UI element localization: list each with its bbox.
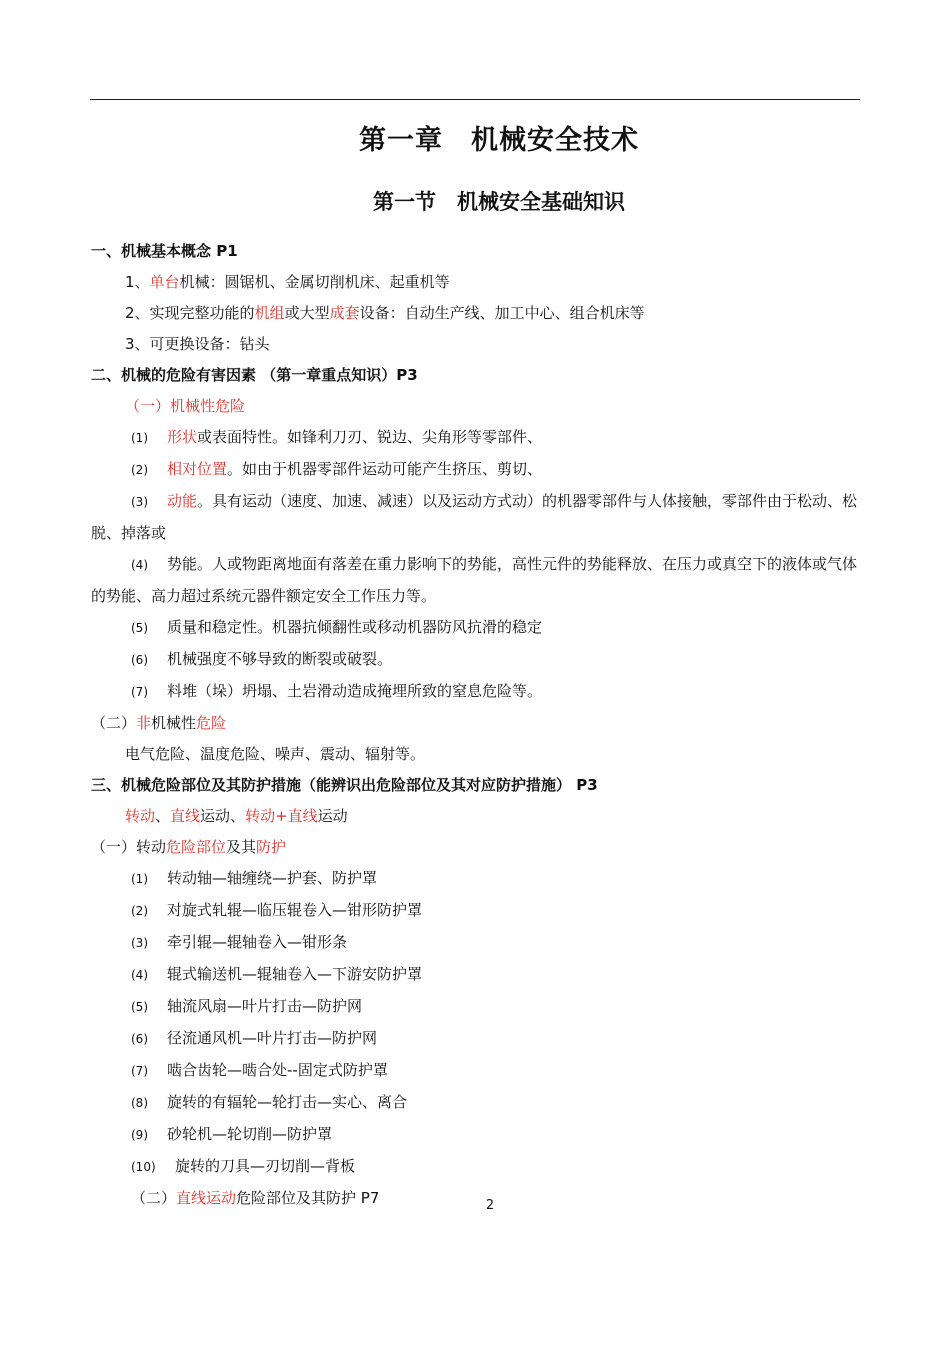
list-item: 3、可更换设备：钻头 — [125, 335, 270, 353]
list-item: (4) 势能。人或物距离地面有落差在重力影响下的势能，高性元件的势能释放、在压力或真空下的液体或气体的势能、高力超过系统元器件额定安全工作压力等。 — [91, 555, 858, 605]
heading-1: 一、机械基本概念 P1 — [91, 242, 238, 260]
list-item: (10) 旋转的刀具—刃切削—背板 — [131, 1157, 356, 1175]
list-item: (1) 形状或表面特性。如锋利刀刃、锐边、尖角形等零部件、 — [131, 428, 543, 446]
section-title: 第一节 机械安全基础知识 — [373, 190, 625, 214]
paragraph: 电气危险、温度危险、噪声、震动、辐射等。 — [125, 745, 426, 763]
page-number: 2 — [485, 1198, 495, 1213]
list-item: (2) 相对位置。如由于机器零部件运动可能产生挤压、剪切、 — [131, 460, 543, 478]
list-item: (1) 转动轴—轴缠绕—护套、防护罩 — [131, 869, 378, 887]
list-item: (9) 砂轮机—轮切削—防护罩 — [131, 1125, 333, 1143]
header-rule — [90, 99, 860, 100]
list-item: 2、实现完整功能的机组或大型成套设备：自动生产线、加工中心、组合机床等 — [125, 304, 645, 322]
heading-2: 二、机械的危险有害因素 （第一章重点知识）P3 — [91, 366, 418, 384]
list-item: (3) 动能。具有运动（速度、加速、减速）以及运动方式动）的机器零部件与人体接触，零部件由于松动、松脱、掉落或 — [91, 492, 858, 542]
document-body — [91, 236, 866, 1214]
subheading-linear-motion: （二）直线运动危险部位及其防护 P7 — [131, 1189, 380, 1207]
heading-3: 三、机械危险部位及其防护措施（能辨识出危险部位及其对应防护措施） P3 — [91, 776, 598, 794]
list-item: (5) 质量和稳定性。机器抗倾翻性或移动机器防风抗滑的稳定 — [131, 618, 543, 636]
list-item: (5) 轴流风扇—叶片打击—防护网 — [131, 997, 363, 1015]
list-item: (2) 对旋式轧辊—临压辊卷入—钳形防护罩 — [131, 901, 423, 919]
list-item: (7) 啮合齿轮—啮合处--固定式防护罩 — [131, 1061, 388, 1079]
list-item: (8) 旋转的有辐轮—轮打击—实心、离合 — [131, 1093, 408, 1111]
subheading-rotating-parts: （一）转动危险部位及其防护 — [91, 838, 287, 856]
list-item: (7) 料堆（垛）坍塌、土岩滑动造成掩埋所致的窒息危险等。 — [131, 682, 543, 700]
list-item: (4) 辊式输送机—辊轴卷入—下游安防护罩 — [131, 965, 423, 983]
subheading-non-mechanical-hazard: （二）非机械性危险 — [91, 714, 227, 732]
subheading-mechanical-hazard: （一）机械性危险 — [125, 397, 246, 415]
list-item: (3) 牵引辊—辊轴卷入—钳形条 — [131, 933, 348, 951]
chapter-title: 第一章 机械安全技术 — [359, 125, 639, 156]
motion-types: 转动、直线运动、转动+直线运动 — [125, 807, 348, 825]
list-item: (6) 径流通风机—叶片打击—防护网 — [131, 1029, 378, 1047]
list-item: (6) 机械强度不够导致的断裂或破裂。 — [131, 650, 393, 668]
list-item: 1、单台机械：圆锯机、金属切削机床、起重机等 — [125, 273, 450, 291]
